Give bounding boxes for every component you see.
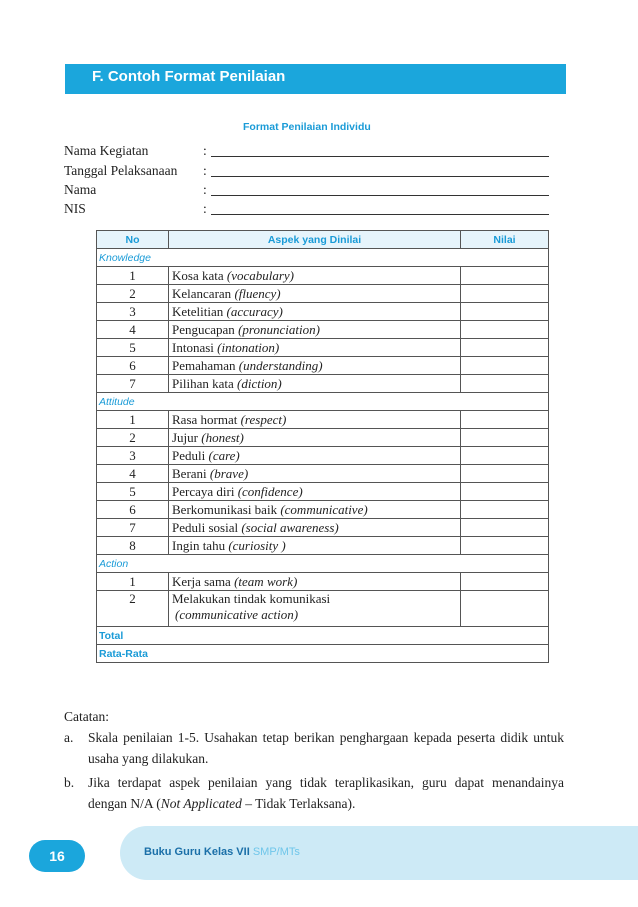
row-number: 2 bbox=[97, 429, 169, 447]
aspect-indonesian: Pemahaman bbox=[172, 357, 236, 373]
row-number: 7 bbox=[97, 375, 169, 393]
row-aspect bbox=[169, 465, 461, 483]
row-score-cell bbox=[461, 591, 549, 627]
aspect-indonesian: Peduli sosial bbox=[172, 519, 239, 535]
field-line bbox=[211, 214, 549, 215]
table-row bbox=[97, 375, 549, 393]
table-row bbox=[97, 465, 549, 483]
field-nama bbox=[64, 182, 549, 198]
aspect-english: (brave) bbox=[209, 465, 249, 481]
row-score-cell bbox=[461, 465, 549, 483]
row-aspect bbox=[169, 411, 461, 429]
row-aspect bbox=[169, 501, 461, 519]
row-aspect bbox=[169, 573, 461, 591]
row-score-cell bbox=[461, 285, 549, 303]
field-colon: : bbox=[203, 182, 207, 197]
row-aspect bbox=[169, 429, 461, 447]
row-number: 3 bbox=[97, 303, 169, 321]
field-label: Tanggal Pelaksanaan bbox=[64, 163, 178, 178]
aspect-indonesian: Pengucapan bbox=[172, 321, 235, 337]
header-no: No bbox=[97, 231, 169, 249]
aspect-english: (fluency) bbox=[234, 285, 281, 301]
table-row bbox=[97, 447, 549, 465]
aspect-indonesian: Berani bbox=[172, 465, 207, 481]
table-row bbox=[97, 267, 549, 285]
aspect-indonesian: Pilihan kata bbox=[172, 375, 234, 391]
field-line bbox=[211, 156, 549, 157]
aspect-english: (curiosity ) bbox=[228, 537, 286, 553]
row-score-cell bbox=[461, 267, 549, 285]
aspect-english: (honest) bbox=[201, 429, 244, 445]
table-row bbox=[97, 339, 549, 357]
row-aspect bbox=[169, 339, 461, 357]
aspect-english: (respect) bbox=[240, 411, 287, 427]
row-aspect bbox=[169, 537, 461, 555]
note-text: Skala penilaian 1-5. Usahakan tetap berikan penghargaan kepada peserta didik untuk usaha yang dilakukan. bbox=[88, 730, 564, 766]
field-line bbox=[211, 176, 549, 177]
table-header-row bbox=[97, 231, 549, 249]
field-label: NIS bbox=[64, 201, 86, 216]
table-row bbox=[97, 321, 549, 339]
row-aspect bbox=[169, 303, 461, 321]
aspect-indonesian: Kelancaran bbox=[172, 285, 232, 301]
average-row bbox=[97, 645, 549, 663]
knowledge-rows bbox=[97, 267, 549, 393]
row-aspect bbox=[169, 483, 461, 501]
row-number: 5 bbox=[97, 483, 169, 501]
row-aspect bbox=[169, 375, 461, 393]
section-title: F. Contoh Format Penilaian bbox=[92, 68, 286, 85]
aspect-indonesian: Rasa hormat bbox=[172, 411, 238, 427]
row-aspect bbox=[169, 447, 461, 465]
header-aspek: Aspek yang Dinilai bbox=[169, 231, 461, 249]
row-number: 2 bbox=[97, 591, 169, 627]
row-score-cell bbox=[461, 339, 549, 357]
row-number: 8 bbox=[97, 537, 169, 555]
row-score-cell bbox=[461, 519, 549, 537]
footer-band bbox=[120, 826, 638, 880]
row-number: 1 bbox=[97, 411, 169, 429]
row-number: 1 bbox=[97, 573, 169, 591]
category-row-action bbox=[97, 555, 549, 573]
aspect-indonesian: Ingin tahu bbox=[172, 537, 226, 553]
row-number: 5 bbox=[97, 339, 169, 357]
table-row bbox=[97, 501, 549, 519]
aspect-english: (vocabulary) bbox=[226, 267, 295, 283]
aspect-indonesian: Kerja sama bbox=[172, 573, 231, 589]
note-text-post: – Tidak Terlaksana). bbox=[241, 796, 356, 811]
category-row-attitude bbox=[97, 393, 549, 411]
header-nilai: Nilai bbox=[461, 231, 549, 249]
table-row bbox=[97, 357, 549, 375]
aspect-english: (social awareness) bbox=[241, 519, 339, 535]
row-aspect bbox=[169, 267, 461, 285]
table-row bbox=[97, 429, 549, 447]
note-marker: b. bbox=[64, 775, 75, 790]
aspect-indonesian: Berkomunikasi baik bbox=[172, 501, 278, 517]
aspect-indonesian: Jujur bbox=[172, 429, 198, 445]
field-label: Nama Kegiatan bbox=[64, 143, 149, 158]
field-nis bbox=[64, 201, 549, 217]
note-text-em: Not Applicated bbox=[160, 796, 242, 811]
category-label: Attitude bbox=[97, 393, 549, 411]
attitude-rows bbox=[97, 411, 549, 555]
field-colon: : bbox=[203, 201, 207, 216]
row-number: 4 bbox=[97, 321, 169, 339]
row-score-cell bbox=[461, 447, 549, 465]
notes-title: Catatan: bbox=[64, 709, 109, 724]
row-score-cell bbox=[461, 357, 549, 375]
row-score-cell bbox=[461, 375, 549, 393]
row-number: 6 bbox=[97, 501, 169, 519]
aspect-english: (accuracy) bbox=[226, 303, 283, 319]
table-row bbox=[97, 537, 549, 555]
row-number: 4 bbox=[97, 465, 169, 483]
row-number: 6 bbox=[97, 357, 169, 375]
aspect-indonesian: Melakukan tindak komunikasi bbox=[172, 591, 331, 606]
aspect-english: (diction) bbox=[237, 375, 282, 391]
aspect-indonesian: Intonasi bbox=[172, 339, 214, 355]
aspect-indonesian: Ketelitian bbox=[172, 303, 224, 319]
row-aspect bbox=[169, 591, 461, 627]
aspect-english: (communicative) bbox=[280, 501, 368, 517]
aspect-indonesian: Kosa kata bbox=[172, 267, 224, 283]
field-nama-kegiatan bbox=[64, 143, 549, 159]
row-aspect bbox=[169, 321, 461, 339]
note-item-a bbox=[64, 727, 564, 769]
category-label: Knowledge bbox=[97, 249, 549, 267]
category-label: Action bbox=[97, 555, 549, 573]
field-tanggal bbox=[64, 163, 549, 179]
table-row bbox=[97, 483, 549, 501]
table-row bbox=[97, 285, 549, 303]
row-number: 7 bbox=[97, 519, 169, 537]
row-score-cell bbox=[461, 429, 549, 447]
aspect-english: (pronunciation) bbox=[238, 321, 320, 337]
table-row bbox=[97, 573, 549, 591]
field-label: Nama bbox=[64, 182, 97, 197]
section-header-bar bbox=[65, 64, 566, 94]
aspect-english: (care) bbox=[208, 447, 240, 463]
row-aspect bbox=[169, 285, 461, 303]
row-number: 3 bbox=[97, 447, 169, 465]
table-row bbox=[97, 411, 549, 429]
notes-section bbox=[64, 706, 564, 814]
assessment-table bbox=[96, 230, 549, 663]
aspect-indonesian: Percaya diri bbox=[172, 483, 235, 499]
field-colon: : bbox=[203, 143, 207, 158]
page-number: 16 bbox=[29, 840, 85, 872]
note-item-b bbox=[64, 772, 564, 814]
aspect-english: (confidence) bbox=[237, 483, 303, 499]
row-score-cell bbox=[461, 483, 549, 501]
table-row bbox=[97, 591, 549, 627]
table-row bbox=[97, 519, 549, 537]
total-label: Total bbox=[97, 627, 549, 645]
aspect-english: (understanding) bbox=[238, 357, 323, 373]
aspect-english: (team work) bbox=[234, 573, 298, 589]
row-aspect bbox=[169, 519, 461, 537]
field-line bbox=[211, 195, 549, 196]
average-label: Rata-Rata bbox=[97, 645, 549, 663]
table-row bbox=[97, 303, 549, 321]
book-level: SMP/MTs bbox=[252, 846, 300, 858]
row-score-cell bbox=[461, 321, 549, 339]
aspect-english: (intonation) bbox=[217, 339, 280, 355]
row-score-cell bbox=[461, 537, 549, 555]
row-score-cell bbox=[461, 411, 549, 429]
action-rows bbox=[97, 573, 549, 627]
row-aspect bbox=[169, 357, 461, 375]
note-marker: a. bbox=[64, 730, 74, 745]
aspect-indonesian: Peduli bbox=[172, 447, 206, 463]
form-title: Format Penilaian Individu bbox=[243, 121, 371, 133]
row-score-cell bbox=[461, 501, 549, 519]
row-number: 1 bbox=[97, 267, 169, 285]
row-number: 2 bbox=[97, 285, 169, 303]
note-text-pre: Jika terdapat aspek penilaian yang tidak teraplikasikan, guru dapat menandainya dengan N/A ( bbox=[88, 775, 564, 811]
total-row bbox=[97, 627, 549, 645]
field-colon: : bbox=[203, 163, 207, 178]
row-score-cell bbox=[461, 573, 549, 591]
row-score-cell bbox=[461, 303, 549, 321]
book-title bbox=[144, 846, 300, 858]
category-row-knowledge bbox=[97, 249, 549, 267]
aspect-english: (communicative action) bbox=[175, 607, 299, 622]
book-name: Buku Guru Kelas VII bbox=[144, 846, 250, 858]
